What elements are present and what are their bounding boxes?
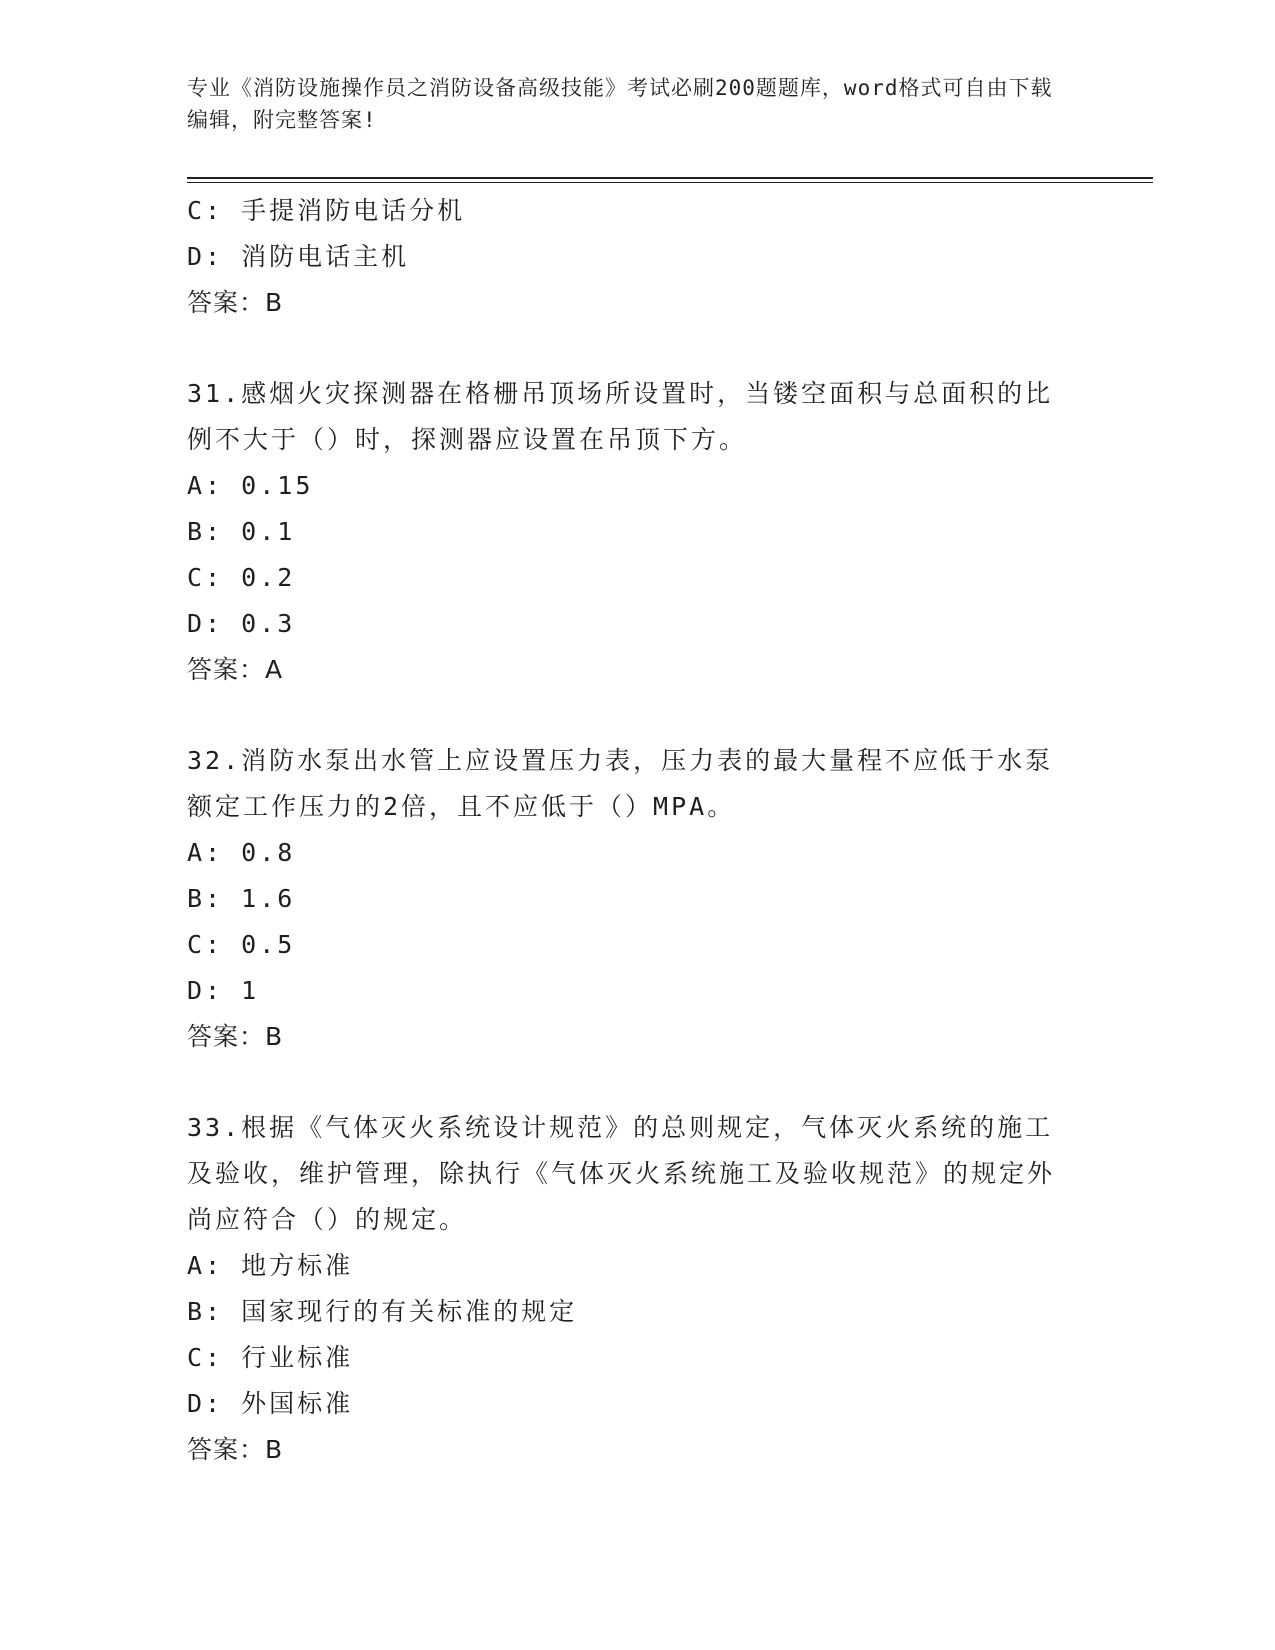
option-b: B: 1.6 [187,884,296,913]
question-31 [187,371,1087,693]
option-d: D: 0.3 [187,609,296,638]
option-c: C: 行业标准 [187,1343,354,1372]
option-c: C: 0.5 [187,930,296,959]
answer-line: 答案：B [187,1435,284,1464]
header-rule-thick [187,177,1153,179]
header-rule-thin [187,182,1153,183]
page-header [187,72,1067,136]
continued-question [187,188,1087,326]
option-a: A: 地方标准 [187,1251,354,1280]
answer-line: 答案：B [187,288,284,317]
option-c: C: 0.2 [187,563,296,592]
option-b: B: 国家现行的有关标准的规定 [187,1297,578,1326]
header-text: 专业《消防设施操作员之消防设备高级技能》考试必刷200题题库，word格式可自由下载编辑，附完整答案! [187,76,1053,132]
answer-line: 答案：B [187,1022,284,1051]
answer-line: 答案：A [187,655,284,684]
question-text: 31.感烟火灾探测器在格栅吊顶场所设置时，当镂空面积与总面积的比例不大于（）时，探测器应设置在吊顶下方。 [187,379,1054,454]
option-a: A: 0.8 [187,838,296,867]
option-b: B: 0.1 [187,517,296,546]
question-32 [187,738,1087,1060]
option-d: D: 1 [187,976,260,1005]
option-a: A: 0.15 [187,471,314,500]
question-text: 33.根据《气体灭火系统设计规范》的总则规定，气体灭火系统的施工及验收，维护管理，除执行《气体灭火系统施工及验收规范》的规定外尚应符合（）的规定。 [187,1113,1056,1234]
question-33 [187,1105,1087,1473]
document-body [187,188,1087,1473]
question-text: 32.消防水泵出水管上应设置压力表，压力表的最大量程不应低于水泵额定工作压力的2倍，且不应低于（）MPA。 [187,746,1054,821]
option-d: D: 消防电话主机 [187,242,410,271]
option-c: C: 手提消防电话分机 [187,196,466,225]
option-d: D: 外国标准 [187,1389,354,1418]
